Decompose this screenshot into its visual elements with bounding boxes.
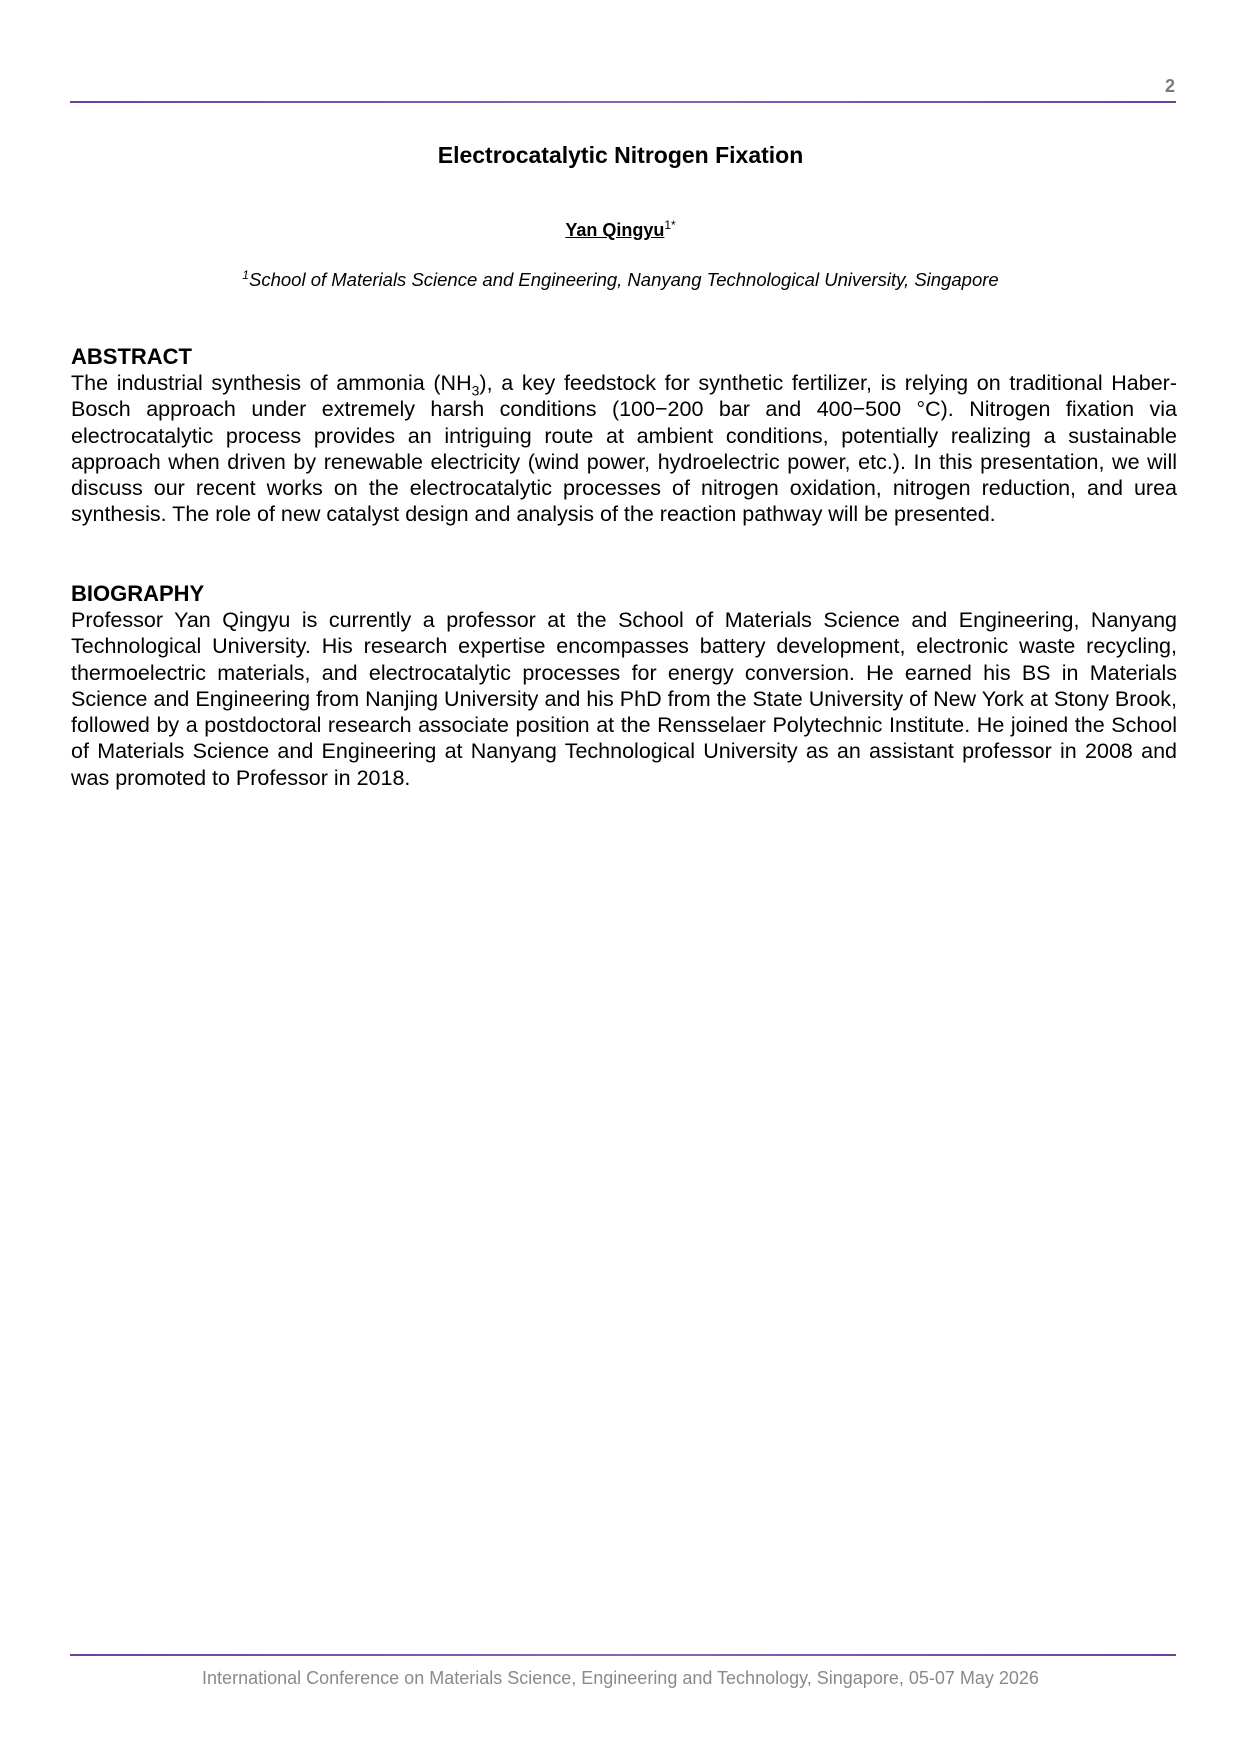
author-line [0, 220, 1241, 241]
abstract-text-part2: ), a key feedstock for synthetic fertilizer, is relying on traditional Haber-Bosch approach under extremely harsh conditions (100−200 bar and 400−500 °C). Nitrogen fixation via electrocatalytic process provides an intriguing route at ambient conditions, potentially realizing a sustainable approach when driven by renewable electricity (wind power, hydroelectric power, etc.). In this presentation, we will discuss our recent works on the electrocatalytic processes of nitrogen oxidation, nitrogen reduction, and urea synthesis. The role of new catalyst design and analysis of the reaction pathway will be presented. [71, 371, 1177, 527]
affiliation [0, 269, 1241, 291]
header-rule [70, 101, 1176, 103]
abstract-section [71, 344, 1177, 528]
footer-rule [70, 1654, 1176, 1656]
paper-title: Electrocatalytic Nitrogen Fixation [437, 142, 804, 168]
abstract-subscript: 3 [471, 382, 480, 399]
author-superscript: 1* [664, 218, 676, 232]
biography-section [71, 581, 1177, 791]
affiliation-superscript: 1 [242, 267, 249, 282]
abstract-text-part1: The industrial synthesis of ammonia (NH [71, 371, 472, 395]
footer-text: International Conference on Materials Science, Engineering and Technology, Singapore, 05-07 May 2026 [202, 1668, 1039, 1688]
page-number: 2 [1164, 76, 1175, 96]
abstract-body [71, 370, 1177, 528]
biography-heading: BIOGRAPHY [71, 581, 205, 606]
biography-body: Professor Yan Qingyu is currently a professor at the School of Materials Science and Engineering, Nanyang Technological University. His research expertise encompasses battery development, electronic waste recycling, thermoelectric materials, and electrocatalytic processes for energy conversion. He earned his BS in Materials Science and Engineering from Nanjing University and his PhD from the State University of New York at Stony Brook, followed by a postdoctoral research associate position at the Rensselaer Polytechnic Institute. He joined the School of Materials Science and Engineering at Nanyang Technological University as an assistant professor in 2008 and was promoted to Professor in 2018. [71, 608, 1177, 790]
author-name: Yan Qingyu [565, 220, 665, 240]
affiliation-text: School of Materials Science and Engineering, Nanyang Technological University, Singapore [248, 269, 999, 290]
abstract-heading: ABSTRACT [71, 344, 192, 369]
